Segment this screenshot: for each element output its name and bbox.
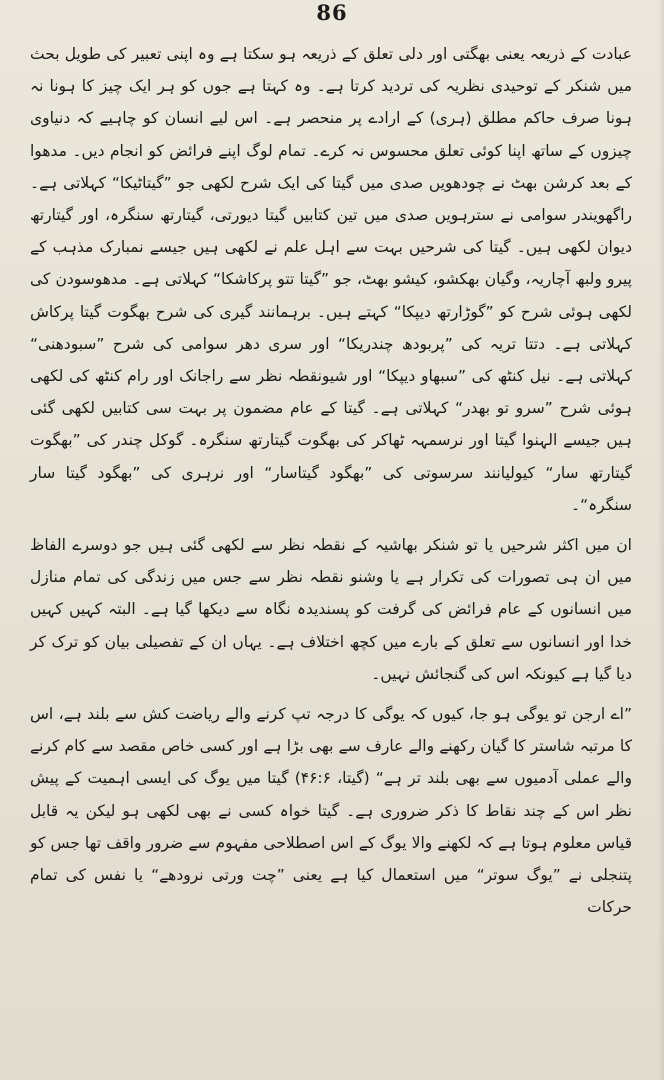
body-text <box>30 38 632 923</box>
page-number: 86 <box>316 0 348 25</box>
paragraph-yoga-quote: ”اے ارجن تو یوگی ہو جا، کیوں کہ یوگی کا درجہ تپ کرنے والے ریاضت کش سے بلند ہے، اس کا مرتبہ شاستر کا گیان رکھنے والے عارف سے بھی بڑا ہے اور کسی خاص مقصد سے کام کرنے والے عملی آدمیوں سے بھی بلند تر ہے“ (گیتا، ۴۶:۶) گیتا میں یوگ کی ایسی اہمیت کے پیش نظر اس کے چند نقاط کا ذکر ضروری ہے۔ گیتا خواہ کسی نے بھی لکھی ہو لیکن یہ قابل قیاس معلوم ہوتا ہے کہ لکھنے والا یوگ کے اس اصطلاحی مفہوم سے ضرور واقف تھا جس کو پتنجلی نے ”یوگ سوتر“ میں استعمال کیا ہے یعنی ”چت ورتی نرودھے“ یا نفس کی تمام حرکات <box>30 705 632 917</box>
paragraph-viewpoints: ان میں اکثر شرحیں یا تو شنکر بھاشیہ کے نقطہ نظر سے لکھی گئی ہیں جو دوسرے الفاظ میں ان ہی تصورات کی تکرار ہے یا وشنو نقطہ نظر سے جس میں زندگی کی تمام منازل میں انسانوں کے عام فرائض کی گرفت کو پسندیدہ نگاہ سے دیکھا گیا ہے۔ البتہ کہیں کہیں خدا اور انسانوں سے تعلق کے بارے میں کچھ اختلاف ہے۔ یہاں ان کے تفصیلی بیان کو ترک کر دیا گیا ہے کیونکہ اس کی گنجائش نہیں۔ <box>30 536 632 683</box>
page-edge-shadow <box>658 0 664 1080</box>
paragraph-commentaries: عبادت کے ذریعہ یعنی بھگتی اور دلی تعلق کے ذریعہ ہو سکتا ہے وہ اپنی تعبیر کی طویل بحث میں شنکر کے توحیدی نظریہ کی تردید کرتا ہے۔ وہ کہتا ہے جوں کو ہر ایک چیز کا ہونا نہ ہونا صرف حاکم مطلق (ہری) کے ارادے پر منحصر ہے۔ اس لیے انسان کو چاہیے کہ دنیاوی چیزوں کے ساتھ اپنا کوئی تعلق محسوس نہ کرے۔ تمام لوگ اپنے فرائض کو انجام دیں۔ مدھوا کے بعد کرشن بھٹ نے چودھویں صدی میں گیتا کی ایک شرح لکھی جو ”گیتاٹیکا“ کہلاتی ہے۔ راگھویندر سوامی نے سترہویں صدی میں تین کتابیں گیتا دیورتی، گیتارتھ سنگرہ، اور گیتارتھ دیوان لکھی ہیں۔ گیتا کی شرحیں بہت سے اہل علم نے لکھی ہیں جیسے نمبارک مذہب کے پیرو ولبھ آچاریہ، وگیان بھکشو، کیشو بھٹ، جو ”گیتا تتو پرکاشکا“ کہلاتی ہے۔ مدھوسودن کی لکھی ہوئی شرح کو ”گوڑارتھ دیپکا“ کہتے ہیں۔ برہمانند گیری کی شرح بھگوت گیتا پرکاش کہلاتی ہے۔ دتتا تریہ کی ”پربودھ چندریکا“ اور سری دھر سوامی کی شرح ”سبودھنی“ کہلاتی ہے۔ نیل کنٹھ کی ”سبھاو دیپکا“ اور شیونقطہ نظر سے راجانک اور رام کنٹھ کی لکھی ہوئی شرح ”سرو تو بھدر“ کہلاتی ہے۔ گیتا کے عام مضمون پر بہت سی کتابیں لکھی گئی ہیں جیسے الہنوا گیتا اور نرسمہہ ٹھاکر کی بھگوت گیتارتھ سنگرہ۔ گوکل چندر کی ”بھگوت گیتارتھ سار“ کیولیانند سرسوتی کی ”بھگود گیتاسار“ اور نرہری کی ”بھگود گیتا سار سنگرہ“۔ <box>30 45 632 514</box>
